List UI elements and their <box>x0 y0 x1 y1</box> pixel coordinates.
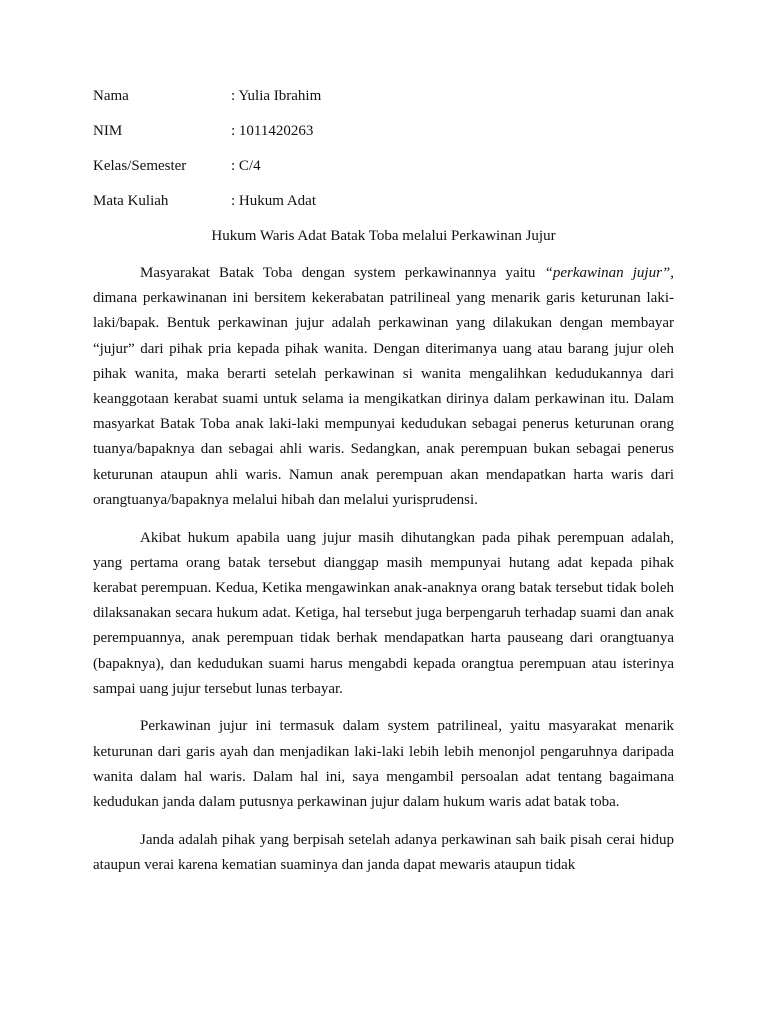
info-row-kelas <box>93 157 674 192</box>
info-label-nama: Nama <box>93 88 129 104</box>
document-body <box>93 261 674 891</box>
info-label-mata-kuliah: Mata Kuliah <box>93 193 169 209</box>
paragraph-1 <box>93 261 674 513</box>
paragraph-1-text-rest: , dimana perkawinanan ini bersitem kekerabatan patrilineal yang menarik garis keturunan laki-laki/bapak. Bentuk perkawinan jujur adalah perkawinan yang dilakukan dengan membayar “jujur” dari pihak pria kepada pihak wanita. Dengan diterimanya uang atau barang jujur oleh pihak wanita, maka berarti setelah perkawinan si wanita mengalihkan kedudukannya dari keanggotaan kerabat suami untuk selama ia mengikatkan dirinya dalam perkawinan itu. Dalam masyarkat Batak Toba anak laki-laki mempunyai kedudukan sebagai penerus keturunan orang tuanya/bapaknya dan sebagai ahli waris. Sedangkan, anak perempuan bukan sebagai penerus keturunan ataupun ahli waris. Namun anak perempuan akan mendapatkan harta waris dari orangtuanya/bapaknya melalui hibah dan melalui yurisprudensi. <box>93 265 674 508</box>
paragraph-1-text-start: Masyarakat Batak Toba dengan system perkawinannya yaitu <box>140 265 545 281</box>
info-label-kelas: Kelas/Semester <box>93 158 187 174</box>
info-row-nama <box>93 87 674 122</box>
student-info <box>93 87 674 227</box>
info-row-nim <box>93 122 674 157</box>
document-title: Hukum Waris Adat Batak Toba melalui Perkawinan Jujur <box>211 228 556 244</box>
info-row-mata-kuliah <box>93 192 674 227</box>
paragraph-2: Akibat hukum apabila uang jujur masih dihutangkan pada pihak perempuan adalah, yang pertama orang batak tersebut dianggap masih mempunyai hutang adat kepada pihak kerabat perempuan. Kedua, Ketika mengawinkan anak-anaknya orang batak tersebut tidak boleh dilaksanakan secara hukum adat. Ketiga, hal tersebut juga berpengaruh terhadap suami dan anak perempuannya, anak perempuan tidak berhak mendapatkan harta pauseang dari orangtuanya (bapaknya), dan kedudukan suami harus mengabdi kepada orangtua perempuan atau isterinya sampai uang jujur tersebut lunas terbayar. <box>93 529 674 697</box>
paragraph-4: Janda adalah pihak yang berpisah setelah adanya perkawinan sah baik pisah cerai hidup ataupun verai karena kematian suaminya dan janda dapat mewaris ataupun tidak <box>93 831 674 873</box>
info-value-nama: : Yulia Ibrahim <box>231 88 322 104</box>
info-value-kelas: : C/4 <box>231 158 261 174</box>
info-label-nim: NIM <box>93 123 123 139</box>
paragraph-3: Perkawinan jujur ini termasuk dalam system patrilineal, yaitu masyarakat menarik keturunan dari garis ayah dan menjadikan laki-laki lebih lebih menonjol pengaruhnya daripada wanita dalam hal waris. Dalam hal ini, saya mengambil persoalan adat tentang bagaimana kedudukan janda dalam putusnya perkawinan jujur dalam hukum waris adat batak toba. <box>93 718 674 811</box>
info-value-nim: : 1011420263 <box>231 123 314 139</box>
paragraph-1-italic-term: “perkawinan jujur” <box>544 265 671 281</box>
info-value-mata-kuliah: : Hukum Adat <box>231 193 316 209</box>
